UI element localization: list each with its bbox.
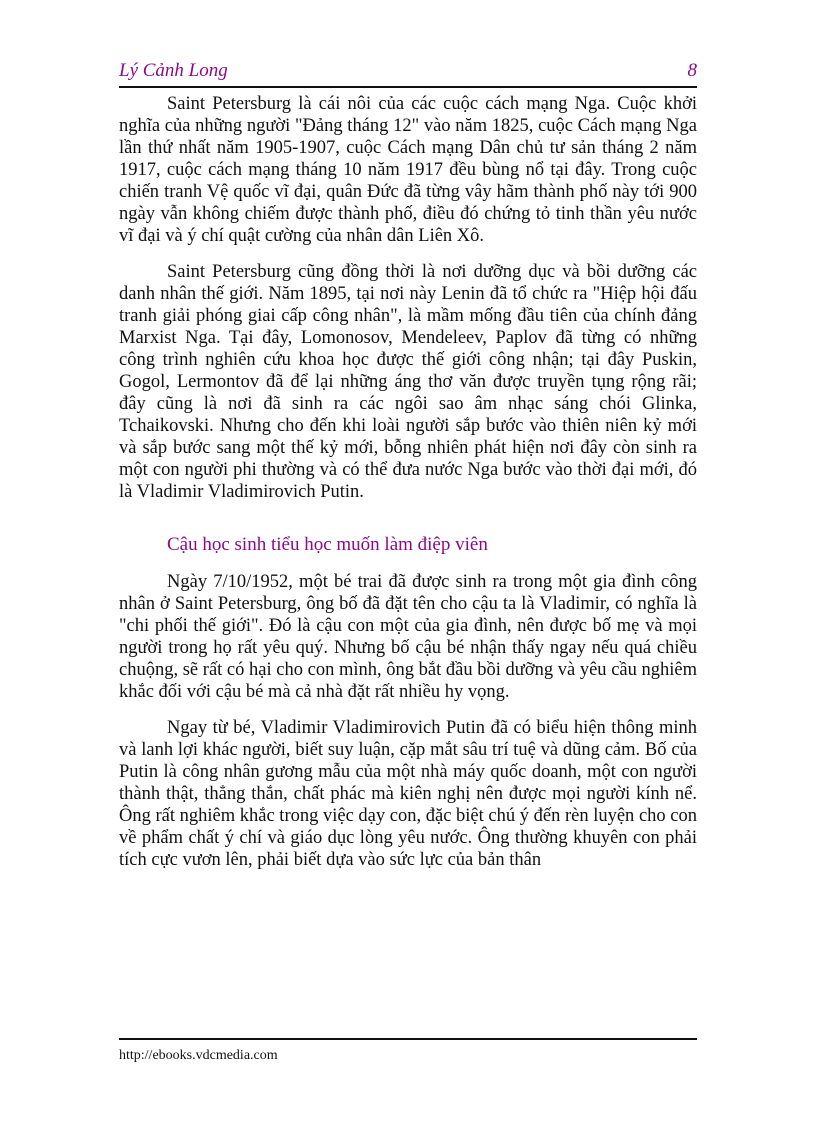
paragraph-saint-petersburg-revolutions: Saint Petersburg là cái nôi của các cuộc cách mạng Nga. Cuộc khởi nghĩa của những người "Đảng tháng 12" vào năm 1825, cuộc Cách mạng Nga lần thứ nhất năm 1905-1907, cuộc Cách mạng Dân chủ tư sản tháng 2 năm 1917, cuộc cách mạng tháng 10 năm 1917 đều bùng nổ tại đây. Trong cuộc chiến tranh Vệ quốc vĩ đại, quân Đức đã từng vây hãm thành phố này tới 900 ngày vẫn không chiếm được thành phố, điều đó chứng tỏ tinh thần yêu nước vĩ đại và ý chí quật cường của nhân dân Liên Xô. xyxy=(119,94,697,246)
header-author: Lý Cảnh Long xyxy=(119,60,228,81)
page-body xyxy=(119,93,697,885)
page-number: 8 xyxy=(687,60,697,81)
page-header xyxy=(119,60,697,88)
paragraph-putin-birth: Ngày 7/10/1952, một bé trai đã được sinh ra trong một gia đình công nhân ở Saint Petersburg, ông bố đã đặt tên cho cậu ta là Vladimir, có nghĩa là "chi phối thế giới". Đó là cậu con một của gia đình, nên được bố mẹ và mọi người trong họ rất yêu quý. Nhưng bố cậu bé nhận thấy ngay nếu quá chiều chuộng, sẽ rất có hại cho con mình, ông bắt đầu bồi dưỡng và yêu cầu nghiêm khắc đối với cậu bé mà cả nhà đặt rất nhiều hy vọng. xyxy=(119,572,697,702)
page-footer xyxy=(119,1038,697,1064)
paragraph-saint-petersburg-notables: Saint Petersburg cũng đồng thời là nơi dưỡng dục và bồi dưỡng các danh nhân thế giới. Năm 1895, tại nơi này Lenin đã tổ chức ra "Hiệp hội đấu tranh giải phóng giai cấp công nhân", là mầm mống đầu tiên của chính đảng Marxist Nga. Tại đây, Lomonosov, Mendeleev, Paplov đã từng có những công trình nghiên cứu khoa học được thế giới công nhận; tại đây Puskin, Gogol, Lermontov đã để lại những áng thơ văn được truyền tụng rộng rãi; đây cũng là nơi đã sinh ra các ngôi sao âm nhạc sáng chói Glinka, Tchaikovski. Nhưng cho đến khi loài người sắp bước vào thiên niên kỷ mới và sắp bước sang một thế kỷ mới, bỗng nhiên phát hiện nơi đây còn sinh ra một con người phi thường và có thể đưa nước Nga bước vào thời đại mới, đó là Vladimir Vladimirovich Putin. xyxy=(119,262,697,502)
footer-website-link[interactable]: http://ebooks.vdcmedia.com xyxy=(119,1048,278,1063)
paragraph-putin-childhood: Ngay từ bé, Vladimir Vladimirovich Putin đã có biểu hiện thông minh và lanh lợi khác người, biết suy luận, cặp mắt sâu trí tuệ và dũng cảm. Bố của Putin là công nhân gương mẫu của một nhà máy quốc doanh, một con người thành thật, thẳng thắn, chất phác mà kiên nghị nên được mọi người kính nể. Ông rất nghiêm khắc trong việc dạy con, đặc biệt chú ý đến rèn luyện cho con về phẩm chất ý chí và giáo dục lòng yêu nước. Ông thường khuyên con phải tích cực vươn lên, phải biết dựa vào sức lực của bản thân xyxy=(119,718,697,870)
section-heading: Cậu học sinh tiểu học muốn làm điệp viên xyxy=(167,534,488,555)
